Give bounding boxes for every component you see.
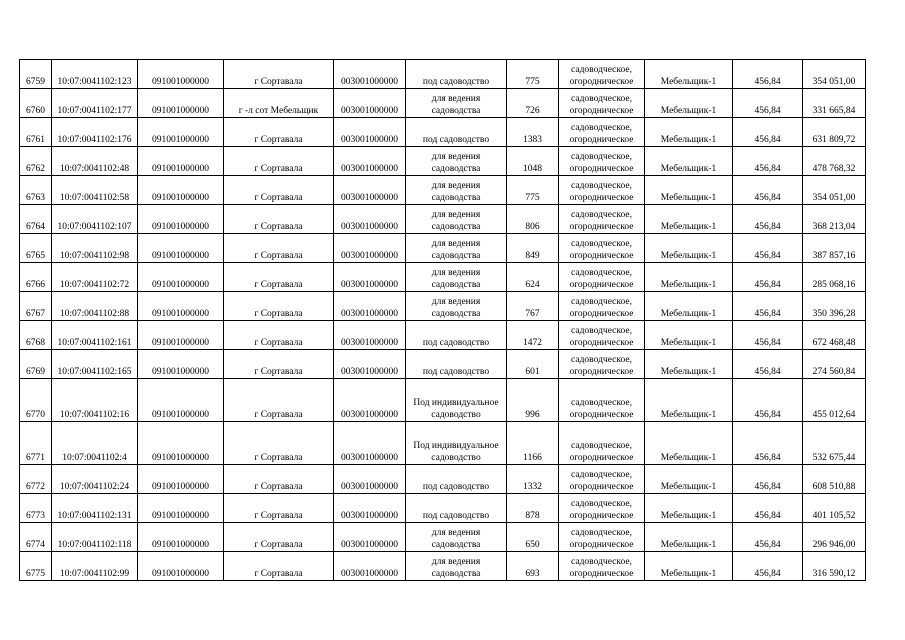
- permitted-use-line: для ведения: [431, 297, 481, 307]
- land-category-line: огородническое: [569, 309, 634, 319]
- zone-code-cell: 003001000000: [334, 494, 406, 523]
- land-category-line: садоводческое,: [571, 152, 632, 162]
- zone-code-cell: 003001000000: [334, 234, 406, 263]
- cadastral-number-cell: 10:07:0041102:107: [52, 205, 138, 234]
- land-category-cell: [559, 523, 645, 552]
- territory-code-cell: 091001000000: [138, 552, 224, 581]
- row-number-cell: 6764: [20, 205, 52, 234]
- row-number-cell: 6769: [20, 350, 52, 379]
- association-cell: Мебельщик-1: [645, 321, 733, 350]
- table-row: [20, 523, 866, 552]
- row-number-cell: 6774: [20, 523, 52, 552]
- cadastral-value-cell: 631 809,72: [803, 118, 866, 147]
- table-row: [20, 552, 866, 581]
- location-cell: г Сортавала: [224, 552, 334, 581]
- land-category-line: огородническое: [569, 280, 634, 290]
- land-category-line: садоводческое,: [571, 441, 632, 451]
- cadastral-number-cell: 10:07:0041102:16: [52, 379, 138, 422]
- land-category-cell: [559, 234, 645, 263]
- permitted-use-cell: [406, 321, 507, 350]
- cadastral-value-cell: 608 510,88: [803, 465, 866, 494]
- cadastral-number-cell: 10:07:0041102:99: [52, 552, 138, 581]
- cadastral-number-cell: 10:07:0041102:48: [52, 147, 138, 176]
- table-row: [20, 234, 866, 263]
- area-cell: 1048: [507, 147, 559, 176]
- permitted-use-line: под садоводство: [422, 135, 490, 145]
- land-category-cell: [559, 494, 645, 523]
- territory-code-cell: 091001000000: [138, 292, 224, 321]
- area-cell: 1472: [507, 321, 559, 350]
- cadastral-value-cell: 316 590,12: [803, 552, 866, 581]
- cadastral-number-cell: 10:07:0041102:161: [52, 321, 138, 350]
- row-number-cell: 6767: [20, 292, 52, 321]
- cadastral-value-cell: 478 768,32: [803, 147, 866, 176]
- territory-code-cell: 091001000000: [138, 523, 224, 552]
- zone-code-cell: 003001000000: [334, 147, 406, 176]
- table-row: [20, 118, 866, 147]
- zone-code-cell: 003001000000: [334, 379, 406, 422]
- territory-code-cell: 091001000000: [138, 176, 224, 205]
- permitted-use-line: под садоводство: [422, 367, 490, 377]
- land-category-line: огородническое: [569, 251, 634, 261]
- land-category-cell: [559, 350, 645, 379]
- area-cell: 1332: [507, 465, 559, 494]
- permitted-use-line: садоводства: [431, 569, 481, 579]
- table-row: [20, 205, 866, 234]
- rate-cell: 456,84: [733, 350, 803, 379]
- cadastral-value-cell: 455 012,64: [803, 379, 866, 422]
- row-number-cell: 6771: [20, 422, 52, 465]
- location-cell: г Сортавала: [224, 494, 334, 523]
- permitted-use-cell: [406, 234, 507, 263]
- land-category-cell: [559, 263, 645, 292]
- association-cell: Мебельщик-1: [645, 350, 733, 379]
- land-category-line: огородническое: [569, 410, 634, 420]
- cadastral-number-cell: 10:07:0041102:4: [52, 422, 138, 465]
- cadastral-number-cell: 10:07:0041102:72: [52, 263, 138, 292]
- permitted-use-cell: [406, 118, 507, 147]
- land-category-line: садоводческое,: [571, 94, 632, 104]
- land-category-line: огородническое: [569, 511, 634, 521]
- territory-code-cell: 091001000000: [138, 422, 224, 465]
- land-category-cell: [559, 118, 645, 147]
- cadastral-number-cell: 10:07:0041102:131: [52, 494, 138, 523]
- permitted-use-cell: [406, 523, 507, 552]
- zone-code-cell: 003001000000: [334, 176, 406, 205]
- land-registry-table: [19, 59, 866, 581]
- land-category-line: огородническое: [569, 193, 634, 203]
- zone-code-cell: 003001000000: [334, 465, 406, 494]
- permitted-use-cell: [406, 292, 507, 321]
- cadastral-number-cell: 10:07:0041102:24: [52, 465, 138, 494]
- permitted-use-cell: [406, 465, 507, 494]
- permitted-use-cell: [406, 60, 507, 89]
- table-row: [20, 292, 866, 321]
- zone-code-cell: 003001000000: [334, 89, 406, 118]
- territory-code-cell: 091001000000: [138, 89, 224, 118]
- permitted-use-line: под садоводство: [422, 511, 490, 521]
- permitted-use-cell: [406, 494, 507, 523]
- association-cell: Мебельщик-1: [645, 234, 733, 263]
- land-category-cell: [559, 60, 645, 89]
- permitted-use-line: садоводства: [431, 251, 481, 261]
- land-category-line: садоводческое,: [571, 326, 632, 336]
- cadastral-value-cell: 285 068,16: [803, 263, 866, 292]
- land-category-cell: [559, 292, 645, 321]
- row-number-cell: 6766: [20, 263, 52, 292]
- cadastral-value-cell: 401 105,52: [803, 494, 866, 523]
- permitted-use-cell: [406, 176, 507, 205]
- table-row: [20, 60, 866, 89]
- row-number-cell: 6760: [20, 89, 52, 118]
- table-row: [20, 350, 866, 379]
- rate-cell: 456,84: [733, 205, 803, 234]
- rate-cell: 456,84: [733, 465, 803, 494]
- land-category-cell: [559, 465, 645, 494]
- cadastral-number-cell: 10:07:0041102:165: [52, 350, 138, 379]
- table-body: [20, 60, 866, 581]
- area-cell: 601: [507, 350, 559, 379]
- land-category-line: огородническое: [569, 482, 634, 492]
- permitted-use-line: Под индивидуальное: [413, 441, 499, 451]
- row-number-cell: 6772: [20, 465, 52, 494]
- cadastral-value-cell: 350 396,28: [803, 292, 866, 321]
- location-cell: г Сортавала: [224, 147, 334, 176]
- zone-code-cell: 003001000000: [334, 552, 406, 581]
- permitted-use-line: Под индивидуальное: [413, 398, 499, 408]
- cadastral-value-cell: 274 560,84: [803, 350, 866, 379]
- cadastral-value-cell: 331 665,84: [803, 89, 866, 118]
- land-category-line: огородническое: [569, 540, 634, 550]
- table-row: [20, 321, 866, 350]
- association-cell: Мебельщик-1: [645, 422, 733, 465]
- location-cell: г Сортавала: [224, 422, 334, 465]
- permitted-use-cell: [406, 263, 507, 292]
- row-number-cell: 6773: [20, 494, 52, 523]
- land-category-line: садоводческое,: [571, 65, 632, 75]
- table-row: [20, 494, 866, 523]
- location-cell: г Сортавала: [224, 234, 334, 263]
- row-number-cell: 6770: [20, 379, 52, 422]
- location-cell: г Сортавала: [224, 321, 334, 350]
- land-category-line: огородническое: [569, 135, 634, 145]
- area-cell: 693: [507, 552, 559, 581]
- permitted-use-line: садоводства: [431, 106, 481, 116]
- row-number-cell: 6763: [20, 176, 52, 205]
- land-category-cell: [559, 379, 645, 422]
- cadastral-value-cell: 532 675,44: [803, 422, 866, 465]
- territory-code-cell: 091001000000: [138, 321, 224, 350]
- permitted-use-line: садоводство: [431, 410, 481, 420]
- cadastral-value-cell: 387 857,16: [803, 234, 866, 263]
- zone-code-cell: 003001000000: [334, 422, 406, 465]
- cadastral-value-cell: 354 051,00: [803, 176, 866, 205]
- land-category-line: садоводческое,: [571, 123, 632, 133]
- land-category-line: огородническое: [569, 77, 634, 87]
- territory-code-cell: 091001000000: [138, 263, 224, 292]
- location-cell: г Сортавала: [224, 60, 334, 89]
- land-category-line: садоводческое,: [571, 528, 632, 538]
- zone-code-cell: 003001000000: [334, 118, 406, 147]
- land-category-cell: [559, 422, 645, 465]
- association-cell: Мебельщик-1: [645, 494, 733, 523]
- location-cell: г Сортавала: [224, 350, 334, 379]
- rate-cell: 456,84: [733, 147, 803, 176]
- rate-cell: 456,84: [733, 234, 803, 263]
- table-row: [20, 465, 866, 494]
- permitted-use-line: для ведения: [431, 181, 481, 191]
- zone-code-cell: 003001000000: [334, 205, 406, 234]
- association-cell: Мебельщик-1: [645, 523, 733, 552]
- table-row: [20, 176, 866, 205]
- rate-cell: 456,84: [733, 60, 803, 89]
- row-number-cell: 6759: [20, 60, 52, 89]
- area-cell: 996: [507, 379, 559, 422]
- location-cell: г Сортавала: [224, 292, 334, 321]
- association-cell: Мебельщик-1: [645, 292, 733, 321]
- territory-code-cell: 091001000000: [138, 205, 224, 234]
- permitted-use-line: садоводства: [431, 309, 481, 319]
- cadastral-number-cell: 10:07:0041102:118: [52, 523, 138, 552]
- association-cell: Мебельщик-1: [645, 379, 733, 422]
- territory-code-cell: 091001000000: [138, 60, 224, 89]
- association-cell: Мебельщик-1: [645, 263, 733, 292]
- permitted-use-cell: [406, 89, 507, 118]
- location-cell: г Сортавала: [224, 465, 334, 494]
- cadastral-number-cell: 10:07:0041102:88: [52, 292, 138, 321]
- row-number-cell: 6762: [20, 147, 52, 176]
- land-category-line: огородническое: [569, 367, 634, 377]
- association-cell: Мебельщик-1: [645, 147, 733, 176]
- permitted-use-cell: [406, 205, 507, 234]
- area-cell: 726: [507, 89, 559, 118]
- permitted-use-line: для ведения: [431, 528, 481, 538]
- land-category-line: садоводческое,: [571, 181, 632, 191]
- permitted-use-cell: [406, 422, 507, 465]
- land-category-line: садоводческое,: [571, 355, 632, 365]
- permitted-use-cell: [406, 379, 507, 422]
- zone-code-cell: 003001000000: [334, 263, 406, 292]
- zone-code-cell: 003001000000: [334, 60, 406, 89]
- permitted-use-line: садоводство: [431, 453, 481, 463]
- territory-code-cell: 091001000000: [138, 494, 224, 523]
- land-category-line: огородническое: [569, 569, 634, 579]
- permitted-use-line: садоводства: [431, 540, 481, 550]
- land-category-cell: [559, 147, 645, 176]
- table-row: [20, 422, 866, 465]
- association-cell: Мебельщик-1: [645, 118, 733, 147]
- permitted-use-line: садоводства: [431, 222, 481, 232]
- land-category-line: садоводческое,: [571, 210, 632, 220]
- area-cell: 806: [507, 205, 559, 234]
- area-cell: 775: [507, 60, 559, 89]
- area-cell: 1383: [507, 118, 559, 147]
- table-row: [20, 89, 866, 118]
- permitted-use-line: для ведения: [431, 239, 481, 249]
- permitted-use-cell: [406, 147, 507, 176]
- row-number-cell: 6775: [20, 552, 52, 581]
- area-cell: 624: [507, 263, 559, 292]
- table-row: [20, 379, 866, 422]
- permitted-use-line: садоводства: [431, 193, 481, 203]
- cadastral-number-cell: 10:07:0041102:123: [52, 60, 138, 89]
- association-cell: Мебельщик-1: [645, 60, 733, 89]
- location-cell: г Сортавала: [224, 118, 334, 147]
- table-row: [20, 147, 866, 176]
- permitted-use-cell: [406, 552, 507, 581]
- area-cell: 767: [507, 292, 559, 321]
- permitted-use-line: для ведения: [431, 210, 481, 220]
- territory-code-cell: 091001000000: [138, 350, 224, 379]
- permitted-use-line: садоводства: [431, 164, 481, 174]
- land-category-line: огородническое: [569, 453, 634, 463]
- land-category-line: садоводческое,: [571, 499, 632, 509]
- land-category-line: садоводческое,: [571, 557, 632, 567]
- cadastral-value-cell: 672 468,48: [803, 321, 866, 350]
- land-category-line: садоводческое,: [571, 398, 632, 408]
- land-category-cell: [559, 552, 645, 581]
- rate-cell: 456,84: [733, 176, 803, 205]
- area-cell: 1166: [507, 422, 559, 465]
- permitted-use-line: для ведения: [431, 152, 481, 162]
- location-cell: г Сортавала: [224, 523, 334, 552]
- land-category-line: садоводческое,: [571, 297, 632, 307]
- association-cell: Мебельщик-1: [645, 465, 733, 494]
- area-cell: 878: [507, 494, 559, 523]
- rate-cell: 456,84: [733, 321, 803, 350]
- permitted-use-line: под садоводство: [422, 482, 490, 492]
- cadastral-value-cell: 354 051,00: [803, 60, 866, 89]
- territory-code-cell: 091001000000: [138, 379, 224, 422]
- zone-code-cell: 003001000000: [334, 292, 406, 321]
- permitted-use-line: под садоводство: [422, 77, 490, 87]
- location-cell: г Сортавала: [224, 176, 334, 205]
- area-cell: 849: [507, 234, 559, 263]
- rate-cell: 456,84: [733, 552, 803, 581]
- row-number-cell: 6765: [20, 234, 52, 263]
- land-category-line: садоводческое,: [571, 239, 632, 249]
- land-category-line: садоводческое,: [571, 268, 632, 278]
- location-cell: г Сортавала: [224, 379, 334, 422]
- permitted-use-line: под садоводство: [422, 338, 490, 348]
- location-cell: г -л сот Мебельщик: [224, 89, 334, 118]
- land-category-line: огородническое: [569, 222, 634, 232]
- land-category-cell: [559, 321, 645, 350]
- permitted-use-line: для ведения: [431, 268, 481, 278]
- zone-code-cell: 003001000000: [334, 350, 406, 379]
- zone-code-cell: 003001000000: [334, 523, 406, 552]
- land-category-line: огородническое: [569, 106, 634, 116]
- territory-code-cell: 091001000000: [138, 465, 224, 494]
- rate-cell: 456,84: [733, 118, 803, 147]
- cadastral-number-cell: 10:07:0041102:58: [52, 176, 138, 205]
- permitted-use-line: садоводства: [431, 280, 481, 290]
- cadastral-number-cell: 10:07:0041102:176: [52, 118, 138, 147]
- land-category-line: огородническое: [569, 164, 634, 174]
- association-cell: Мебельщик-1: [645, 552, 733, 581]
- permitted-use-cell: [406, 350, 507, 379]
- association-cell: Мебельщик-1: [645, 176, 733, 205]
- rate-cell: 456,84: [733, 523, 803, 552]
- rate-cell: 456,84: [733, 89, 803, 118]
- territory-code-cell: 091001000000: [138, 147, 224, 176]
- territory-code-cell: 091001000000: [138, 234, 224, 263]
- association-cell: Мебельщик-1: [645, 205, 733, 234]
- rate-cell: 456,84: [733, 494, 803, 523]
- cadastral-number-cell: 10:07:0041102:177: [52, 89, 138, 118]
- association-cell: Мебельщик-1: [645, 89, 733, 118]
- zone-code-cell: 003001000000: [334, 321, 406, 350]
- location-cell: г Сортавала: [224, 263, 334, 292]
- land-category-cell: [559, 89, 645, 118]
- cadastral-number-cell: 10:07:0041102:98: [52, 234, 138, 263]
- rate-cell: 456,84: [733, 379, 803, 422]
- land-category-cell: [559, 205, 645, 234]
- rate-cell: 456,84: [733, 263, 803, 292]
- land-category-line: огородническое: [569, 338, 634, 348]
- territory-code-cell: 091001000000: [138, 118, 224, 147]
- land-category-cell: [559, 176, 645, 205]
- permitted-use-line: для ведения: [431, 94, 481, 104]
- rate-cell: 456,84: [733, 292, 803, 321]
- location-cell: г Сортавала: [224, 205, 334, 234]
- land-category-line: садоводческое,: [571, 470, 632, 480]
- permitted-use-line: для ведения: [431, 557, 481, 567]
- cadastral-value-cell: 368 213,04: [803, 205, 866, 234]
- cadastral-value-cell: 296 946,00: [803, 523, 866, 552]
- row-number-cell: 6761: [20, 118, 52, 147]
- table-row: [20, 263, 866, 292]
- area-cell: 650: [507, 523, 559, 552]
- rate-cell: 456,84: [733, 422, 803, 465]
- row-number-cell: 6768: [20, 321, 52, 350]
- area-cell: 775: [507, 176, 559, 205]
